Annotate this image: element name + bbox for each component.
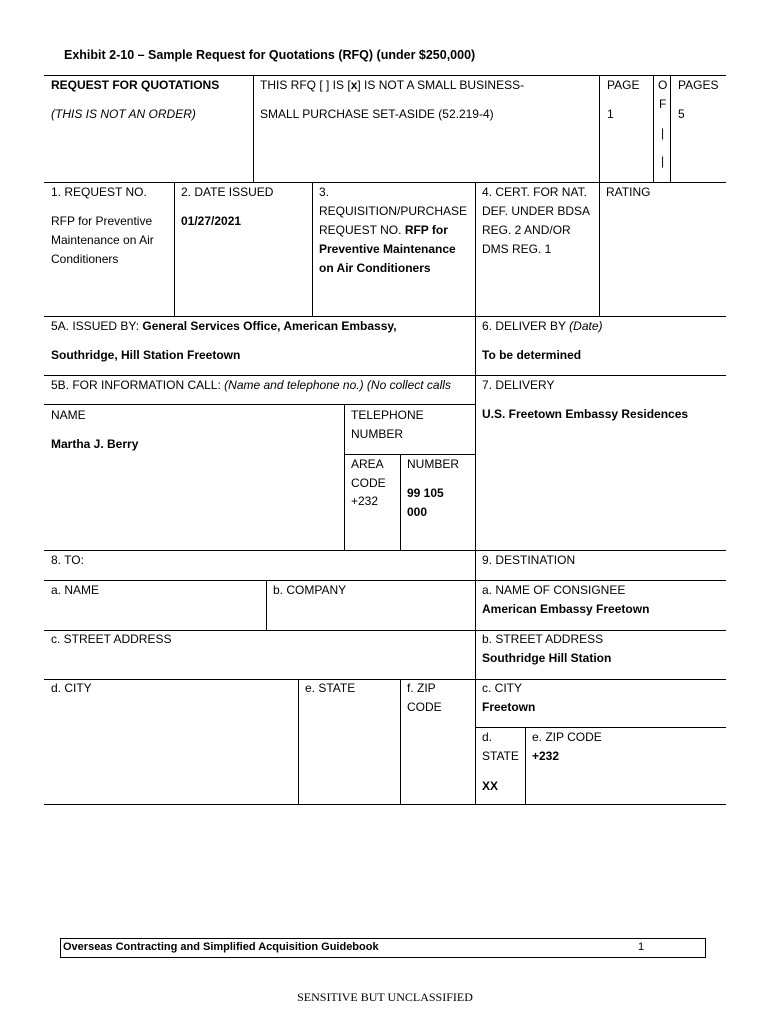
contact-name-value: Martha J. Berry	[51, 437, 139, 451]
rating-label: RATING	[606, 185, 651, 199]
requisition-block	[319, 202, 471, 278]
area-code-label: AREA CODE	[351, 457, 386, 490]
requisition-label: REQUISITION/PURCHASE REQUEST NO.	[319, 204, 468, 237]
rule	[44, 804, 726, 805]
rfq-set-aside-line2: SMALL PURCHASE SET-ASIDE (52.219-4)	[260, 107, 494, 121]
requisition-value: RFP for Preventive Maintenance on Air Conditioners	[319, 223, 456, 275]
rule	[525, 727, 526, 804]
destination-zip-value: +232	[532, 749, 560, 763]
delivery-value: U.S. Freetown Embassy Residences	[482, 407, 689, 421]
rule	[44, 550, 726, 551]
rule	[400, 454, 401, 550]
cert-label: 4. CERT. FOR NAT. DEF. UNDER BDSA REG. 2 AND/OR DMS REG. 1	[482, 185, 590, 256]
rule	[253, 75, 254, 182]
request-no-value: RFP for Preventive Maintenance on Air Conditioners	[51, 214, 154, 266]
phone-number-label: NUMBER	[407, 457, 460, 471]
rule	[670, 75, 671, 182]
destination-street-value: Southridge Hill Station	[482, 651, 612, 665]
page-label: PAGE	[607, 78, 640, 92]
rule	[312, 182, 313, 316]
to-city-label: d. CITY	[51, 681, 92, 695]
request-no-label: 1. REQUEST NO.	[51, 185, 147, 199]
rule	[400, 679, 401, 804]
of-bar: |	[661, 126, 665, 140]
requisition-number-label: 3.	[319, 185, 330, 199]
deliver-by-value: To be determined	[482, 348, 582, 362]
page-title: Exhibit 2-10 – Sample Request for Quotations (RFQ) (under $250,000)	[64, 48, 476, 62]
contact-name-label: NAME	[51, 408, 86, 422]
destination-zip-label: e. ZIP CODE	[532, 730, 602, 744]
rule	[174, 182, 175, 316]
to-street-label: c. STREET ADDRESS	[51, 632, 172, 646]
rfq-checkbox-mark: x	[350, 78, 358, 92]
issued-by-line1	[51, 317, 397, 336]
to-company-label: b. COMPANY	[273, 583, 347, 597]
rfq-title: REQUEST FOR QUOTATIONS	[51, 78, 220, 92]
not-order-note: (THIS IS NOT AN ORDER)	[51, 107, 196, 121]
area-code-value: +232	[351, 494, 379, 508]
consignee-label: a. NAME OF CONSIGNEE	[482, 583, 626, 597]
footer-page-number: 1	[638, 941, 645, 953]
rule	[344, 404, 345, 550]
destination-city-label: c. CITY	[482, 681, 523, 695]
rule	[475, 182, 476, 804]
of-bar: |	[661, 154, 665, 168]
page-value: 1	[607, 107, 614, 121]
destination-city-value: Freetown	[482, 700, 536, 714]
pages-value: 5	[678, 107, 685, 121]
classification-marking: SENSITIVE BUT UNCLASSIFIED	[297, 990, 473, 1004]
rule	[266, 580, 267, 630]
rule	[298, 679, 299, 804]
rule	[44, 404, 475, 405]
phone-number-value: 99 105 000	[407, 486, 444, 519]
rule	[599, 75, 600, 316]
destination-state-label: d. STATE	[482, 730, 519, 763]
guidebook-title: Overseas Contracting and Simplified Acquisition Guidebook	[63, 941, 379, 953]
date-issued-value: 01/27/2021	[181, 214, 242, 228]
pages-label: PAGES	[678, 78, 719, 92]
telephone-label: TELEPHONE NUMBER	[351, 408, 424, 441]
destination-state-value: XX	[482, 779, 499, 793]
of-label-o: O	[658, 78, 668, 92]
deliver-by-label: 6. DELIVER BY (Date)	[482, 319, 603, 333]
info-call-label: 5B. FOR INFORMATION CALL: (Name and telephone no.) (No collect calls	[51, 378, 451, 392]
date-issued-label: 2. DATE ISSUED	[181, 185, 274, 199]
consignee-value: American Embassy Freetown	[482, 602, 650, 616]
destination-street-label: b. STREET ADDRESS	[482, 632, 604, 646]
to-state-label: e. STATE	[305, 681, 356, 695]
rule	[44, 679, 726, 680]
to-zip-label: f. ZIP CODE	[407, 681, 442, 714]
destination-label: 9. DESTINATION	[482, 553, 576, 567]
issued-by-value: General Services Office, American Embassy,	[142, 319, 397, 333]
issued-by-value-line2: Southridge, Hill Station Freetown	[51, 348, 241, 362]
to-label: 8. TO:	[51, 553, 84, 567]
of-label-f: F	[659, 97, 667, 111]
issued-by-label: 5A. ISSUED BY:	[51, 319, 140, 333]
rfq-set-aside-line1: THIS RFQ [ ] IS [x] IS NOT A SMALL BUSINESS-	[260, 78, 525, 92]
to-name-label: a. NAME	[51, 583, 100, 597]
rule	[653, 75, 654, 182]
delivery-label: 7. DELIVERY	[482, 378, 555, 392]
